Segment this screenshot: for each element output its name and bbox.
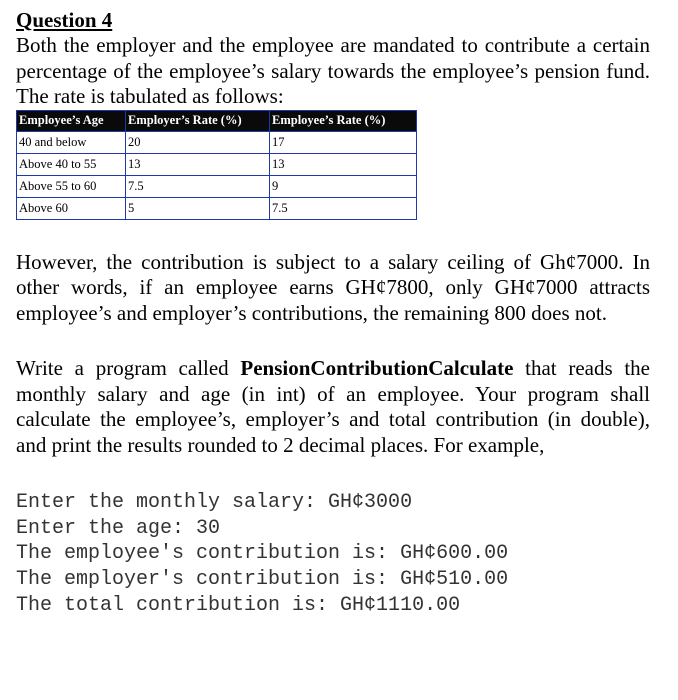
question-page [16, 8, 650, 619]
employee-rate-cell: 17 [270, 131, 417, 153]
spacer [16, 326, 650, 356]
age-cell: Above 40 to 55 [17, 153, 126, 175]
rate-table [16, 110, 417, 220]
ceiling-paragraph: However, the contribution is subject to a salary ceiling of Gh¢7000. In other words, if an employee earns GH¢7800, only GH¢7000 attracts employee’s and employer’s contributions, the remaining 800 does not. [16, 249, 650, 325]
sample-output-line: The employer's contribution is: GH¢510.00 [16, 568, 509, 592]
header-employee-rate: Employee’s Rate (%) [270, 110, 417, 131]
header-employer-rate: Employer’s Rate (%) [126, 110, 270, 131]
age-cell: 40 and below [17, 131, 126, 153]
sample-output-line: Enter the monthly salary: GH¢3000 [16, 491, 413, 514]
header-employee-age: Employee’s Age [17, 110, 126, 131]
table-row [17, 131, 417, 153]
program-name: PensionContributionCalculate [240, 356, 514, 380]
question-title: Question 4 [16, 8, 113, 32]
employee-rate-cell: 7.5 [270, 197, 417, 219]
task-text-before: Write a program called [16, 356, 241, 380]
age-cell: Above 55 to 60 [17, 175, 126, 197]
spacer [16, 220, 650, 250]
task-paragraph [16, 356, 650, 458]
table-row [17, 153, 417, 175]
employer-rate-cell: 13 [126, 153, 270, 175]
task-text-after: that reads the monthly salary and age (in int) of an employee. Your program shall calculate the employee’s, employer’s and total contribution (in double), and print the results rounded to 2 decimal places. For example, [16, 356, 650, 457]
table-row [17, 197, 417, 219]
sample-output-block [16, 490, 650, 619]
employer-rate-cell: 5 [126, 197, 270, 219]
sample-output-line: The total contribution is: GH¢1110.00 [16, 593, 461, 617]
age-cell: Above 60 [17, 197, 126, 219]
sample-output-line: Enter the age: 30 [16, 516, 221, 540]
rate-table-header-row [17, 110, 417, 131]
employee-rate-cell: 13 [270, 153, 417, 175]
employer-rate-cell: 7.5 [126, 175, 270, 197]
employer-rate-cell: 20 [126, 131, 270, 153]
sample-output-line: The employee's contribution is: GH¢600.00 [16, 542, 509, 566]
table-row [17, 175, 417, 197]
intro-paragraph: Both the employer and the employee are mandated to contribute a certain percentage of the employee’s salary towards the employee’s pension fund. The rate is tabulated as follows: [16, 33, 650, 108]
spacer [16, 458, 650, 490]
employee-rate-cell: 9 [270, 175, 417, 197]
